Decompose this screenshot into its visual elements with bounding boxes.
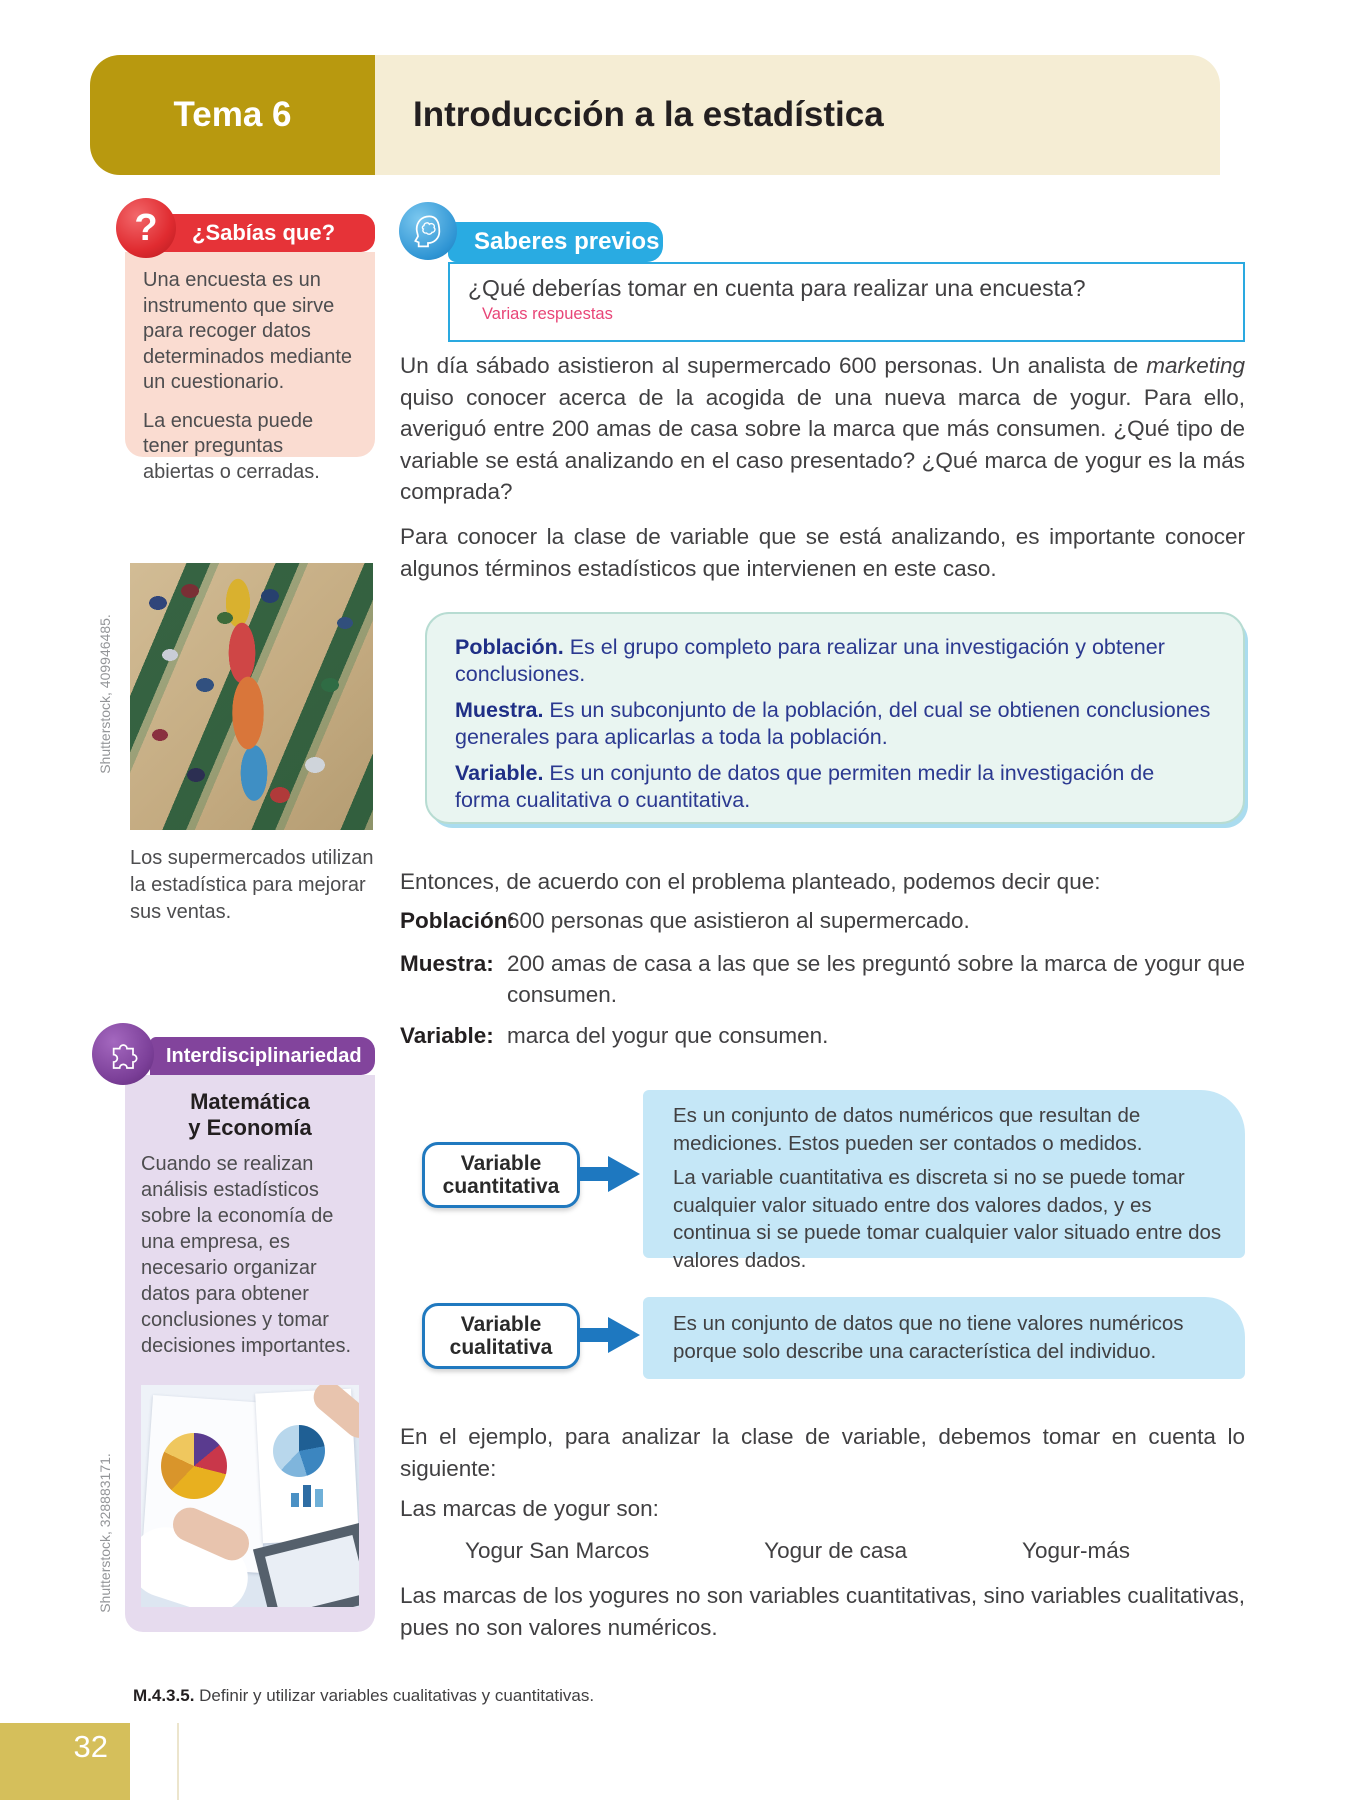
brands-intro: Las marcas de yogur son:	[400, 1496, 659, 1521]
variable-cualitativa-box: Variable cualitativa	[422, 1303, 580, 1369]
pie-chart	[273, 1425, 325, 1477]
definition-muestra: Muestra. Es un subconjunto de la población, del cual se obtienen conclusiones generales para aplicarlas a toda la población.	[455, 698, 1211, 749]
cuantitativa-description-panel: Es un conjunto de datos numéricos que resultan de mediciones. Estos pueden ser contados o medidos. La variable cuantitativa es discreta si no se puede tomar cualquier valor situado entre dos valores dados, y es continua si se puede tomar cualquier valor situado entre dos valores dados.	[643, 1090, 1245, 1258]
definition-variable: Variable. Es un conjunto de datos que permiten medir la investigación de forma cualitativa o cuantitativa.	[455, 761, 1155, 812]
sabias-que-title: ¿Sabías que?	[192, 220, 336, 245]
brain-head-icon	[399, 202, 457, 260]
photo-credit-business: Shutterstock, 328883171.	[97, 1453, 113, 1613]
bar-chart	[291, 1481, 331, 1507]
inter-paragraph: Cuando se realizan análisis estadísticos sobre la economía de una empresa, es necesario organizar datos para obtener conclusiones y tomar decisiones importantes.	[141, 1153, 352, 1357]
supermarket-photo	[130, 563, 373, 830]
page-number: 32	[73, 1729, 108, 1764]
page-title: Introducción a la estadística	[413, 95, 884, 134]
pie-chart	[161, 1433, 227, 1499]
brand-yogur-de-casa: Yogur de casa	[764, 1538, 908, 1563]
second-paragraph: Para conocer la clase de variable que se está analizando, es importante conocer algunos términos estadísticos que intervienen en este caso.	[400, 524, 1245, 581]
chapter-title-banner	[375, 55, 1220, 175]
puzzle-glyph	[103, 1034, 143, 1074]
mapping-row-variable: Variable: marca del yogur que consumen.	[400, 1023, 829, 1048]
brand-yogur-san-marcos: Yogur San Marcos	[465, 1538, 650, 1563]
puzzle-icon	[92, 1023, 154, 1085]
right-arrow-icon	[578, 1314, 642, 1356]
curriculum-standard: M.4.3.5. Definir y utilizar variables cualitativas y cuantitativas.	[133, 1686, 595, 1705]
business-analysis-photo	[141, 1385, 359, 1607]
intro-paragraph: Un día sábado asistieron al supermercado 600 personas. Un analista de marketing quiso conocer acerca de la acogida de una nueva marca de yogur. Para ello, averiguó entre 200 amas de casa sobre la marca que más consumen. ¿Qué tipo de variable se está analizando en el caso presentado? ¿Qué marca de yogur es la más comprada?	[400, 353, 1245, 504]
mapping-row-muestra: Muestra: 200 amas de casa a las que se les preguntó sobre la marca de yogur que consumen.	[400, 951, 1245, 1007]
interdisciplinariedad-box	[125, 1075, 375, 1632]
topic-tab	[90, 55, 375, 175]
variable-cuantitativa-box: Variable cuantitativa	[422, 1142, 580, 1208]
conclusion-paragraph: Las marcas de los yogures no son variables cuantitativas, sino variables cualitativas, pues no son valores numéricos.	[400, 1583, 1245, 1640]
sabias-que-header	[150, 214, 375, 252]
supermarket-caption: Los supermercados utilizan la estadística para mejorar sus ventas.	[130, 847, 374, 923]
interdisciplinariedad-title: Interdisciplinariedad	[166, 1044, 362, 1067]
saberes-previos-header	[448, 222, 663, 262]
saberes-question: ¿Qué deberías tomar en cuenta para realizar una encuesta?	[468, 275, 1086, 301]
brain-head-glyph	[408, 211, 448, 251]
right-arrow-icon	[578, 1153, 642, 1195]
cualitativa-description-panel: Es un conjunto de datos que no tiene valores numéricos porque solo describe una característica del individuo.	[643, 1297, 1245, 1379]
entonces-paragraph: Entonces, de acuerdo con el problema planteado, podemos decir que:	[400, 869, 1101, 894]
saberes-answer-hint: Varias respuestas	[482, 305, 613, 323]
example-paragraph: En el ejemplo, para analizar la clase de variable, debemos tomar en cuenta lo siguiente:	[400, 1424, 1245, 1481]
footer-divider	[177, 1723, 179, 1800]
mapping-row-poblacion: Población: 600 personas que asistieron al supermercado.	[400, 908, 970, 933]
topic-label: Tema 6	[173, 95, 292, 134]
inter-heading: Matemática y Economía	[188, 1089, 312, 1140]
sabias-paragraph-2: La encuesta puede tener preguntas abiertas o cerradas.	[143, 409, 320, 483]
interdisciplinariedad-header	[150, 1037, 375, 1075]
saberes-previos-box	[448, 262, 1245, 342]
definition-poblacion: Población. Es el grupo completo para realizar una investigación y obtener conclusiones.	[455, 635, 1165, 686]
sabias-que-box	[125, 252, 375, 483]
sabias-paragraph-1: Una encuesta es un instrumento que sirve para recoger datos determinados mediante un cuestionario.	[143, 269, 353, 393]
italic-term-marketing: marketing	[1146, 353, 1245, 378]
definitions-box	[425, 612, 1245, 824]
yogur-brands-row	[465, 1538, 1130, 1564]
question-mark-icon: ?	[116, 198, 176, 258]
photo-credit-supermarket: Shutterstock, 409946485.	[97, 614, 113, 774]
brand-yogur-mas: Yogur-más	[1022, 1538, 1130, 1563]
saberes-previos-title: Saberes previos	[474, 228, 660, 255]
page-number-tab	[0, 1723, 130, 1800]
